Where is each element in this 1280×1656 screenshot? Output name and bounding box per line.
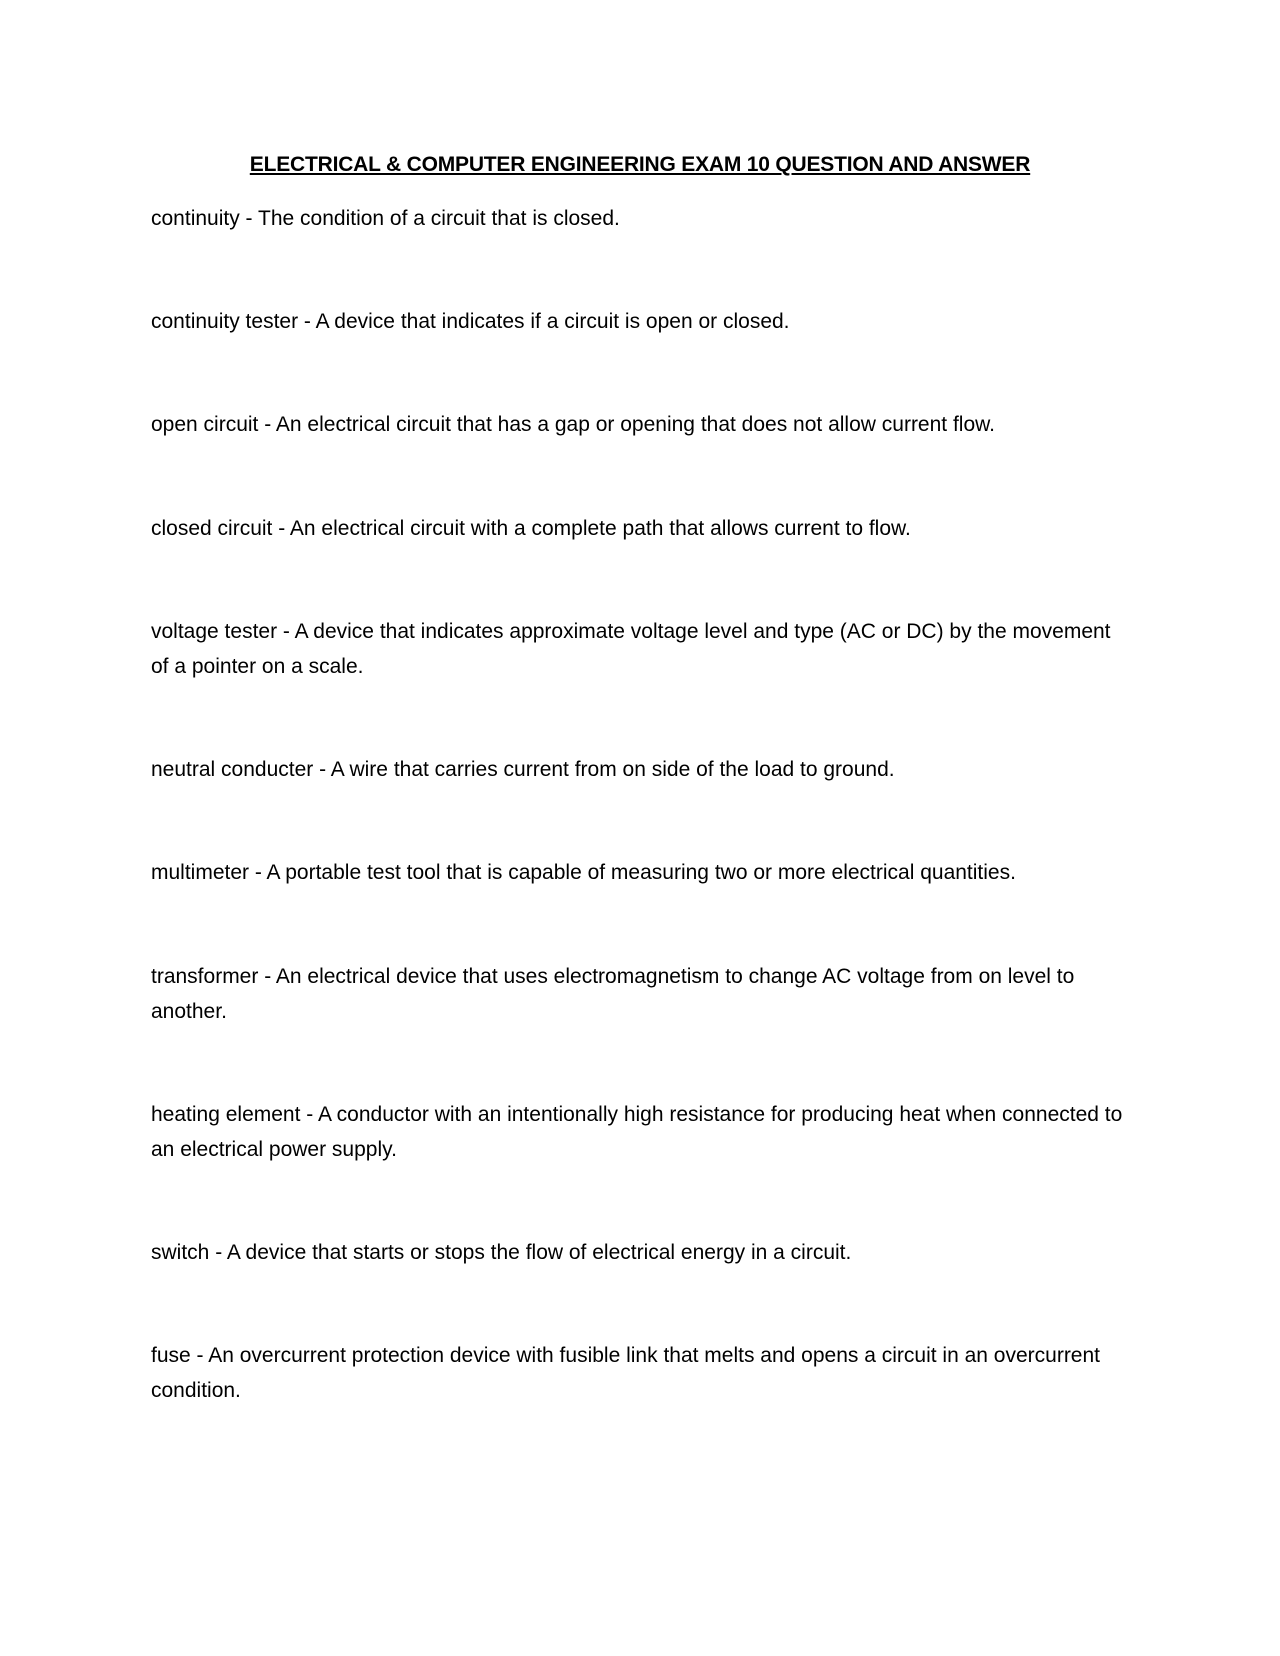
entry-definition: A conductor with an intentionally high resistance for producing heat when connected to an electrical power supply. — [151, 1103, 1123, 1161]
entry-separator: - — [298, 310, 316, 333]
glossary-entry — [151, 1097, 1131, 1167]
entry-separator: - — [272, 517, 290, 540]
entry-definition: A portable test tool that is capable of measuring two or more electrical quantities. — [266, 861, 1016, 884]
glossary-entry — [151, 614, 1131, 684]
entry-separator: - — [277, 620, 295, 643]
glossary-entry — [151, 304, 1131, 339]
entry-separator: - — [258, 413, 276, 436]
entry-term: heating element — [151, 1103, 301, 1126]
entry-definition: A wire that carries current from on side of the load to ground. — [330, 758, 895, 781]
entry-separator: - — [300, 1103, 318, 1126]
entry-definition: An overcurrent protection device with fusible link that melts and opens a circuit in an overcurrent condition. — [151, 1344, 1101, 1402]
entry-term: switch — [151, 1241, 210, 1264]
entry-term: transformer — [151, 965, 259, 988]
entry-term: fuse — [151, 1344, 191, 1367]
entry-definition: A device that starts or stops the flow of electrical energy in a circuit. — [226, 1241, 852, 1264]
glossary-entry — [151, 959, 1131, 1029]
entry-term: open circuit — [151, 413, 259, 436]
entry-definition: An electrical circuit with a complete path that allows current to flow. — [289, 517, 911, 540]
entry-separator: - — [190, 1344, 209, 1367]
glossary-entry — [151, 1235, 1131, 1270]
glossary-entry — [151, 1338, 1131, 1408]
document-title: ELECTRICAL & COMPUTER ENGINEERING EXAM 10 QUESTION AND ANSWER — [249, 153, 1031, 176]
entry-term: continuity — [151, 207, 240, 230]
entry-separator: - — [313, 758, 331, 781]
entry-term: multimeter — [151, 861, 250, 884]
entry-term: closed circuit — [151, 517, 273, 540]
entry-separator: - — [209, 1241, 227, 1264]
entry-separator: - — [249, 861, 267, 884]
entry-definition: An electrical device that uses electromagnetism to change AC voltage from on level to another. — [151, 965, 1075, 1023]
glossary-entry — [151, 855, 1131, 890]
glossary-entry — [151, 201, 1131, 236]
glossary-entry — [151, 407, 1131, 442]
entry-separator: - — [239, 207, 259, 230]
glossary-entry — [151, 752, 1131, 787]
entry-definition: The condition of a circuit that is closed. — [258, 207, 620, 230]
entry-definition: A device that indicates approximate voltage level and type (AC or DC) by the movement of a pointer on a scale. — [151, 620, 1111, 678]
entry-term: neutral conducter — [151, 758, 314, 781]
glossary-entry — [151, 511, 1131, 546]
entry-definition: A device that indicates if a circuit is open or closed. — [315, 310, 790, 333]
entry-definition: An electrical circuit that has a gap or opening that does not allow current flow. — [275, 413, 995, 436]
entry-separator: - — [258, 965, 276, 988]
entry-term: continuity tester — [151, 310, 299, 333]
entry-term: voltage tester — [151, 620, 278, 643]
